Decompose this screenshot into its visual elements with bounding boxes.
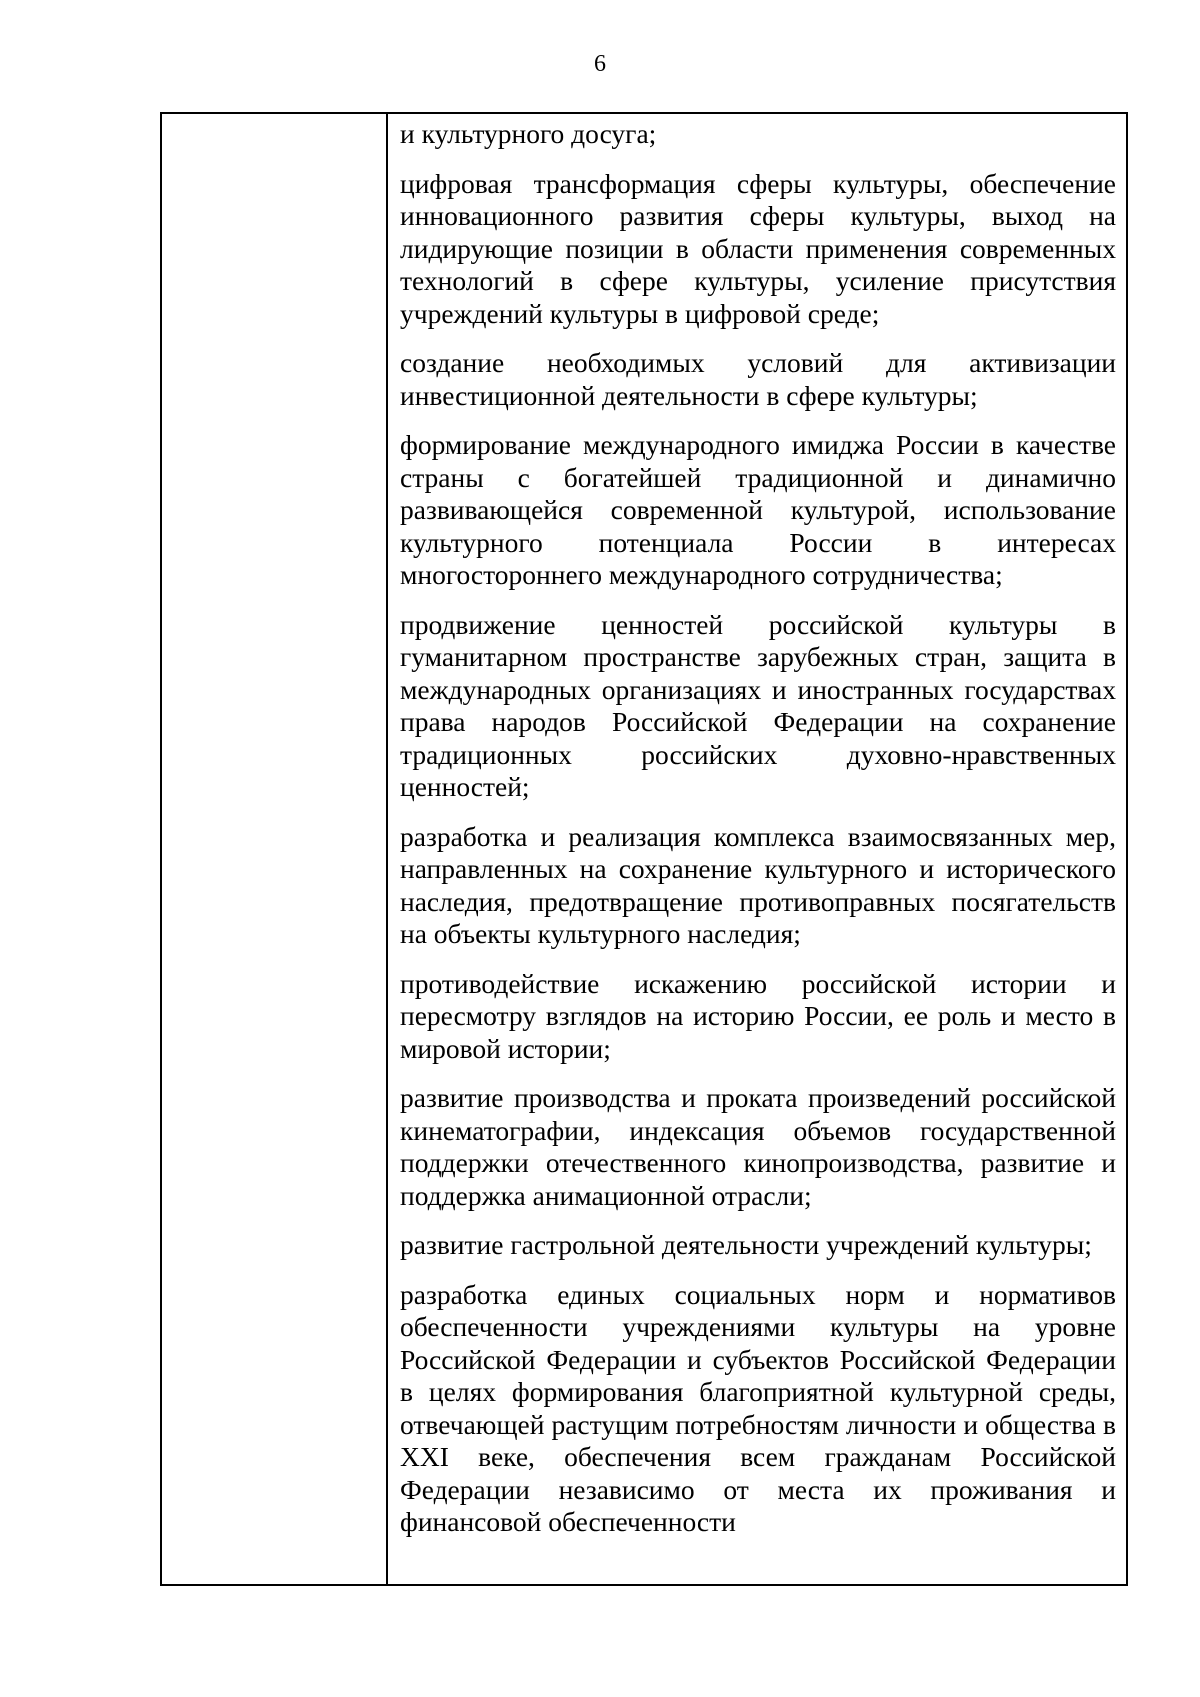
paragraph-cinematography: развитие производства и проката произведений российской кинематографии, индексация объемов государственной поддержки отечественного кинопроизводства, развитие и поддержка анимационной отрасли;: [400, 1082, 1116, 1211]
table-left-column: [162, 114, 388, 1584]
paragraph-international-image: формирование международного имиджа России в качестве страны с богатейшей традиционной и динамично развивающейся современной культурой, использование культурного потенциала России в интересах многостороннего международного сотрудничества;: [400, 429, 1116, 590]
paragraph-touring: развитие гастрольной деятельности учреждений культуры;: [400, 1229, 1092, 1260]
document-table: [160, 112, 1128, 1586]
paragraph-investment: создание необходимых условий для активизации инвестиционной деятельности в сфере культуры;: [400, 347, 1116, 411]
table-right-column: [388, 114, 1126, 1556]
paragraph-history-distortion: противодействие искажению российской истории и пересмотру взглядов на историю России, ее роль и место в мировой истории;: [400, 967, 1116, 1064]
page-number: 6: [594, 51, 606, 77]
paragraph-leisure: и культурного досуга;: [400, 118, 657, 149]
paragraph-digital-transformation: цифровая трансформация сферы культуры, обеспечение инновационного развития сферы культуры, выход на лидирующие позиции в области применения современных технологий в сфере культуры, усиление присутствия учреждений культуры в цифровой среде;: [400, 167, 1116, 329]
paragraph-heritage-protection: разработка и реализация комплекса взаимосвязанных мер, направленных на сохранение культурного и исторического наследия, предотвращение противоправных посягательств на объекты культурного наследия;: [400, 820, 1116, 949]
paragraph-promotion-values: продвижение ценностей российской культуры в гуманитарном пространстве зарубежных стран, защита в международных организациях и иностранных государствах права народов Российской Федерации на сохранение традиционных российских духовно-нравственных ценностей;: [400, 608, 1116, 802]
paragraph-social-norms: разработка единых социальных норм и нормативов обеспеченности учреждениями культуры на уровне Российской Федерации и субъектов Российской Федерации в целях формирования благоприятной культурной среды, отвечающей растущим потребностям личности и общества в XXI веке, обеспечения всем гражданам Российской Федерации независимо от места их проживания и финансовой обеспеченности: [400, 1278, 1116, 1537]
